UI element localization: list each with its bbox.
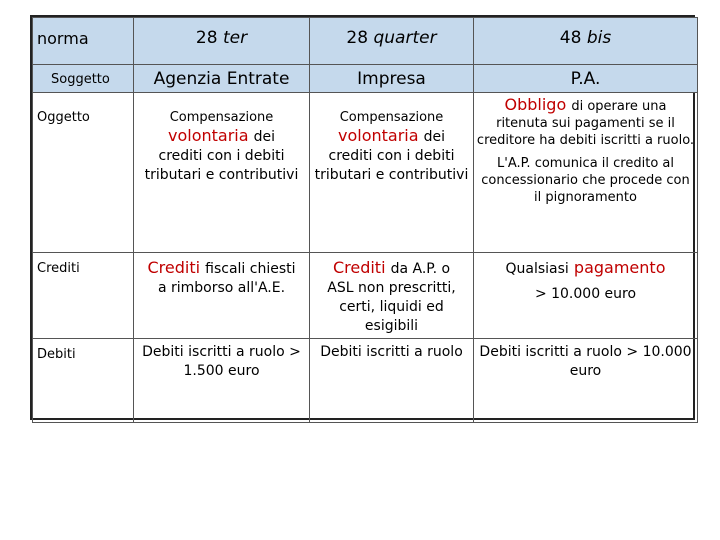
oggetto-48-bis [474,93,698,253]
soggetto-28-quarter: Impresa [310,65,474,93]
header-28-quarter [310,18,474,65]
header-48-num: 48 [559,28,582,48]
crediti-48-bis-rest: > 10.000 euro [534,286,637,302]
soggetto-48-bis: P.A. [474,65,698,93]
oggetto-48-bis-extra: L'A.P. comunica il credito al concessionario che procede con il pignoramento [481,156,690,205]
header-28-quarter-suffix: quarter [373,28,437,48]
header-28-ter-suffix: ter [222,28,248,48]
header-norma: norma [33,18,134,65]
crediti-48-bis-red: pagamento [573,258,666,277]
debiti-48-bis: Debiti iscritti a ruolo > 10.000 euro [474,339,698,423]
oggetto-28-quarter-prefix: Compensazione [339,110,444,125]
oggetto-28-ter-prefix: Compensazione [169,110,274,125]
crediti-28-quarter-rest: ASL non prescritti, certi, liquidi ed esigibili [327,280,456,334]
soggetto-28-ter: Agenzia Entrate [134,65,310,93]
oggetto-48-bis-rest: ritenuta sui pagamenti se il creditore ha debiti iscritti a ruolo. [476,116,695,148]
oggetto-28-ter-red: volontaria [167,126,249,145]
oggetto-28-quarter-after: dei [423,129,446,145]
debiti-28-ter: Debiti iscritti a ruolo > 1.500 euro [134,339,310,423]
oggetto-row [33,93,698,253]
oggetto-28-quarter-red: volontaria [337,126,419,145]
crediti-28-ter-red: Crediti [147,258,201,277]
header-row [33,18,698,65]
crediti-28-ter [134,253,310,339]
oggetto-28-quarter-rest: crediti con i debiti tributari e contributivi [314,148,469,183]
header-28-ter [134,18,310,65]
crediti-28-quarter-after: da A.P. o [390,261,451,277]
soggetto-label: Soggetto [33,65,134,93]
header-48-bis [474,18,698,65]
crediti-label: Crediti [33,253,134,339]
crediti-48-bis [474,253,698,339]
comparison-table [30,15,695,420]
oggetto-28-quarter [310,93,474,253]
oggetto-28-ter-after: dei [253,129,276,145]
soggetto-row [33,65,698,93]
oggetto-48-bis-red: Obbligo [504,95,567,114]
header-28-quarter-num: 28 [346,28,374,48]
crediti-row [33,253,698,339]
debiti-28-quarter: Debiti iscritti a ruolo [310,339,474,423]
oggetto-label: Oggetto [33,93,134,253]
crediti-28-quarter [310,253,474,339]
oggetto-28-ter [134,93,310,253]
norma-table [32,17,698,423]
crediti-28-ter-after: fiscali chiesti [205,261,296,277]
header-28-ter-num: 28 [195,28,223,48]
debiti-label: Debiti [33,339,134,423]
crediti-28-quarter-red: Crediti [332,258,386,277]
header-48-suffix: bis [586,28,612,48]
oggetto-28-ter-rest: crediti con i debiti tributari e contributivi [144,148,299,183]
debiti-row [33,339,698,423]
oggetto-48-bis-after: di operare una [571,99,667,114]
crediti-48-bis-prefix: Qualsiasi [505,261,569,277]
crediti-28-ter-rest: a rimborso all'A.E. [157,280,286,296]
